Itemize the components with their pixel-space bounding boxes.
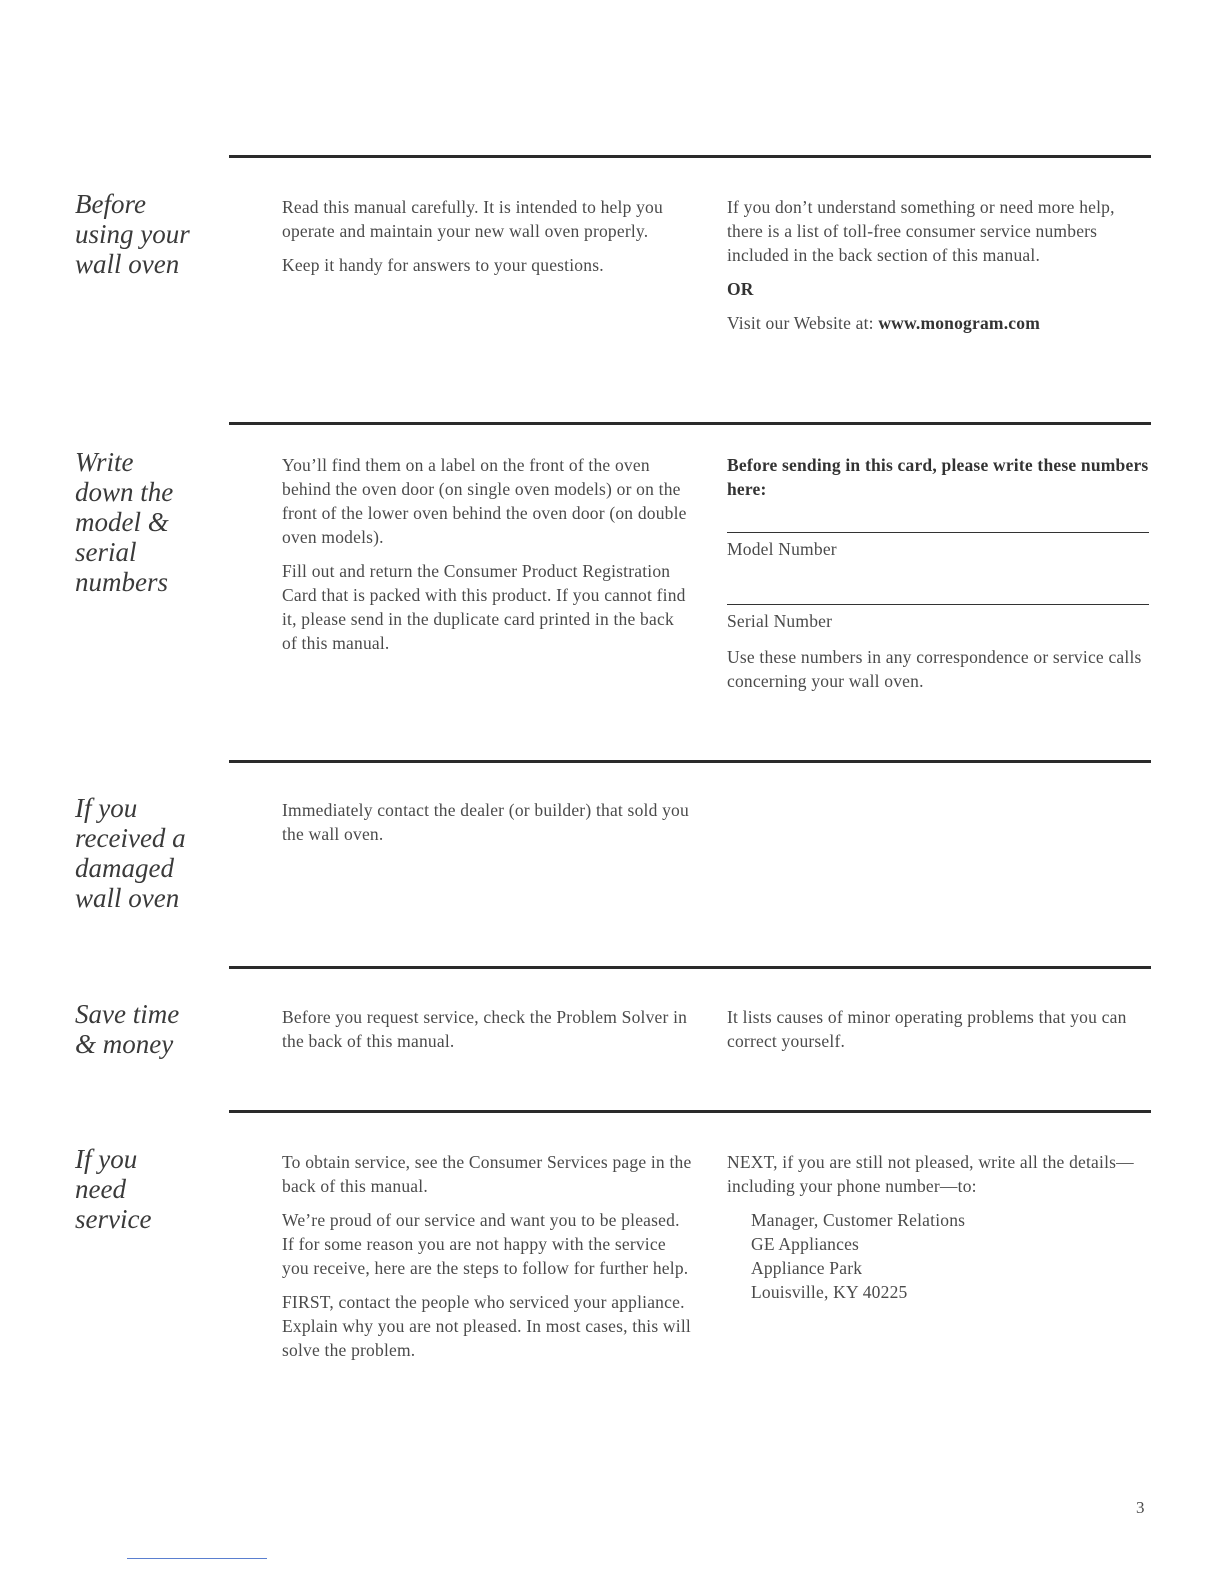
paragraph: To obtain service, see the Consumer Services page in the back of this manual. xyxy=(282,1152,692,1196)
section-save-time-col1 xyxy=(282,1005,692,1063)
section-heading-model-serial: Write down the model & serial numbers xyxy=(75,447,174,597)
paragraph: Fill out and return the Consumer Product Registration Card that is packed with this product. If you cannot find it, please send in the duplicate card printed in the back of this manual. xyxy=(282,561,686,653)
section-save-time-col2 xyxy=(727,1005,1152,1063)
section-model-serial-col2 xyxy=(727,453,1152,511)
section-heading-save-time: Save time & money xyxy=(75,999,180,1059)
serial-number-line xyxy=(727,604,1149,605)
section-divider xyxy=(229,760,1151,763)
paragraph: Read this manual carefully. It is intended to help you operate and maintain your new wall oven properly. xyxy=(282,197,663,241)
paragraph: Before you request service, check the Problem Solver in the back of this manual. xyxy=(282,1007,688,1051)
page-number: 3 xyxy=(1136,1498,1145,1517)
paragraph: If you don’t understand something or need more help, there is a list of toll-free consumer service numbers included in the back section of this manual. xyxy=(727,197,1115,265)
paragraph: Immediately contact the dealer (or builder) that sold you the wall oven. xyxy=(282,800,689,844)
paragraph: You’ll find them on a label on the front of the oven behind the oven door (on single oven models) or on the front of the lower oven behind the oven door (on double oven models). xyxy=(282,455,687,547)
section-divider xyxy=(229,422,1151,425)
section-service-col2 xyxy=(727,1150,1152,1304)
section-model-serial-col1 xyxy=(282,453,692,665)
model-number-label: Model Number xyxy=(727,539,837,559)
website-link[interactable]: www.monogram.com xyxy=(878,313,1040,333)
paragraph: NEXT, if you are still not pleased, write all the details—including your phone number—to: xyxy=(727,1152,1134,1196)
section-divider xyxy=(229,966,1151,969)
section-heading-damaged: If you received a damaged wall oven xyxy=(75,793,186,913)
paragraph: FIRST, contact the people who serviced your appliance. Explain why you are not pleased. In most cases, this will solve the problem. xyxy=(282,1292,691,1360)
serial-number-label: Serial Number xyxy=(727,611,833,631)
section-before-using-col1 xyxy=(282,195,692,287)
section-divider xyxy=(229,1110,1151,1113)
section-divider xyxy=(229,155,1151,158)
paragraph: It lists causes of minor operating problems that you can correct yourself. xyxy=(727,1007,1127,1051)
footer-line xyxy=(127,1558,267,1559)
section-heading-service: If you need service xyxy=(75,1144,152,1234)
website-line: Visit our Website at: www.monogram.com xyxy=(727,313,1040,333)
model-number-line xyxy=(727,532,1149,533)
or-label: OR xyxy=(727,279,754,299)
section-service-col1 xyxy=(282,1150,692,1372)
section-damaged-col1 xyxy=(282,798,692,856)
section-heading-before-using: Before using your wall oven xyxy=(75,189,190,279)
paragraph: We’re proud of our service and want you to be pleased. If for some reason you are not happy with the service you receive, here are the steps to follow for further help. xyxy=(282,1210,689,1278)
section-before-using-col2 xyxy=(727,195,1152,345)
usage-note: Use these numbers in any correspondence or service calls concerning your wall oven. xyxy=(727,647,1142,691)
paragraph: Keep it handy for answers to your questions. xyxy=(282,255,604,275)
mailing-address: Manager, Customer Relations GE Appliances Appliance Park Louisville, KY 40225 xyxy=(751,1210,966,1302)
record-instruction: Before sending in this card, please write these numbers here: xyxy=(727,455,1149,499)
